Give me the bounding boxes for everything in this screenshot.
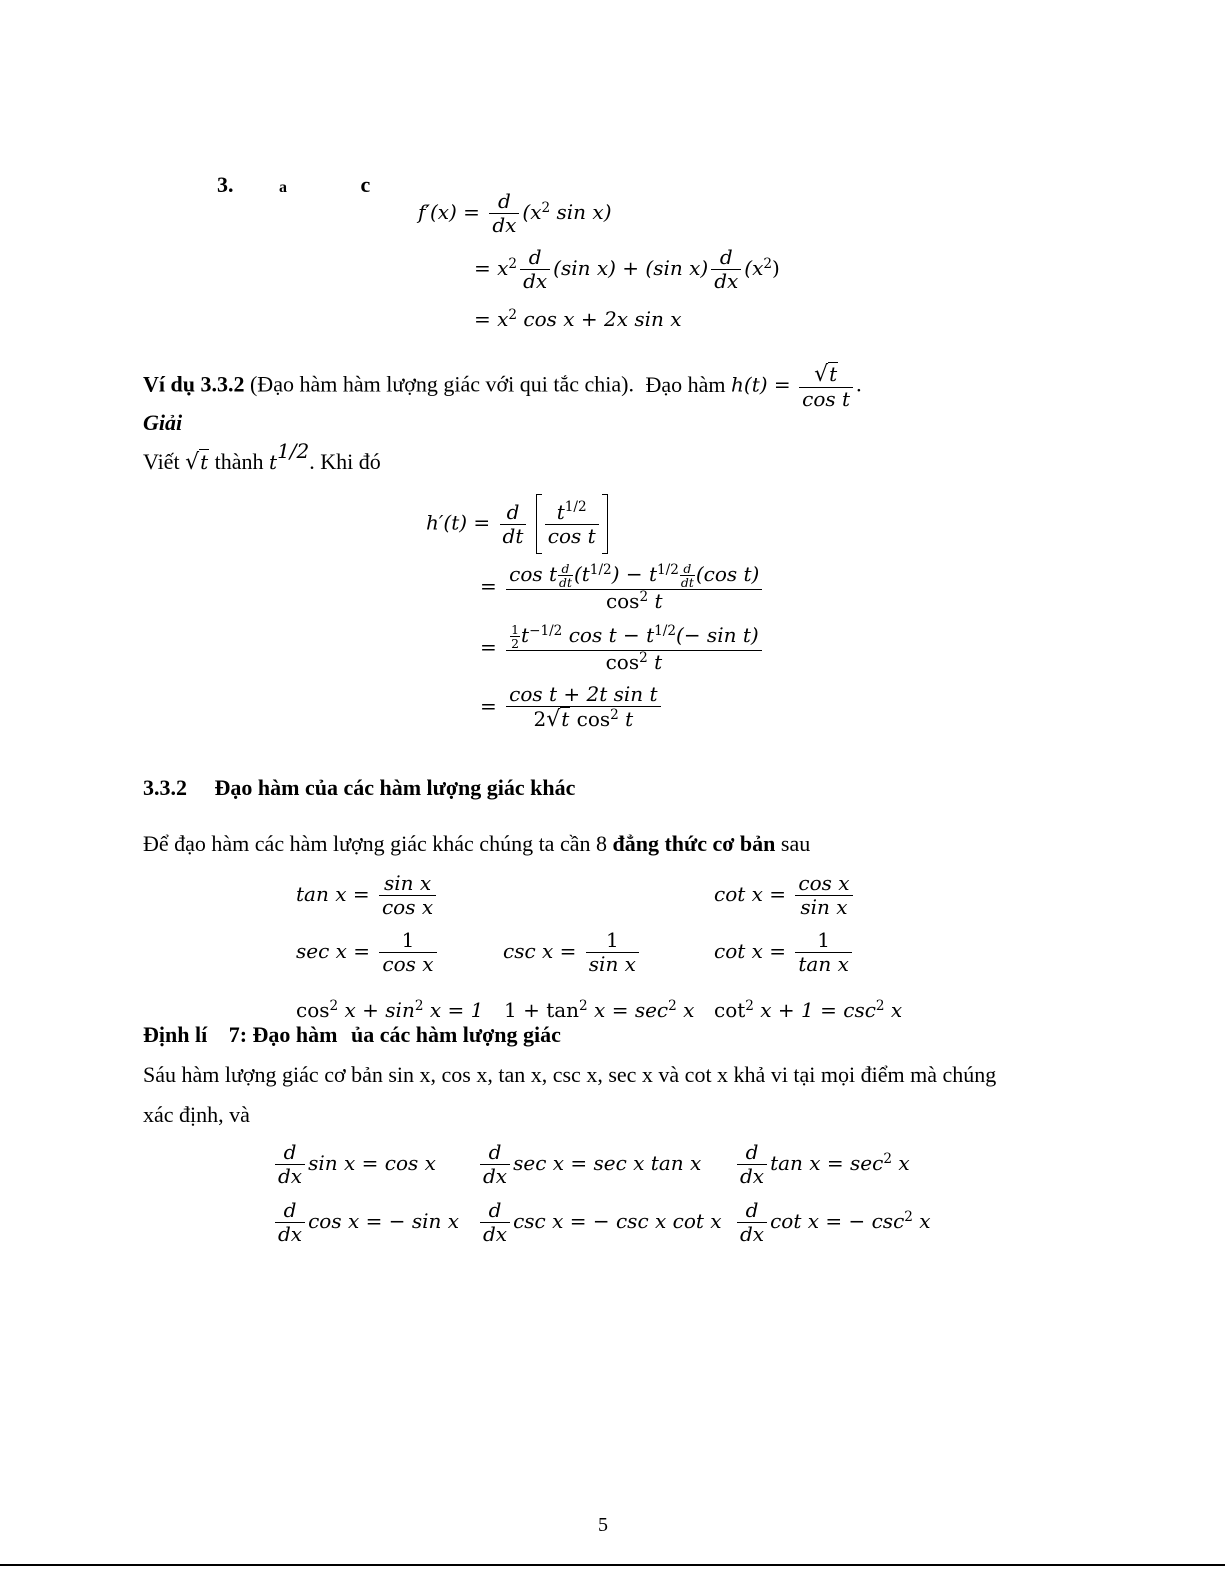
eq2-lhs: h′(t) = bbox=[426, 510, 491, 535]
bottom-border-line bbox=[0, 1564, 1225, 1566]
eq1-r2-mid: (sin x) + (sin x) bbox=[553, 256, 709, 280]
section-title: Đạo hàm của các hàm lượng giác khác bbox=[214, 775, 576, 800]
eq1-r2-sup2: 2 bbox=[763, 255, 773, 272]
eq1-sup: 2 bbox=[541, 199, 551, 216]
identity-sec: sec x = $\frac{1}{\text{cos x}}$ bbox=[296, 929, 440, 976]
left-bracket bbox=[536, 494, 542, 554]
eq2-row4-fraction: $\frac{\text{cos t + 2t sin t}}{2√t \cos^2 t}$ bbox=[506, 683, 660, 732]
theorem-text-line1: Sáu hàm lượng giác cơ bản sin x, cos x, tan x, csc x, sec x và cot x khả vi tại mọi điểm mà chúng bbox=[143, 1062, 997, 1087]
section-heading bbox=[143, 775, 575, 801]
identity-cot-tan: cot x = $\frac{1}{\text{tan x}}$ bbox=[714, 929, 855, 976]
intro-b: sau bbox=[775, 831, 811, 856]
eq1-r3-tail: cos x + 2x sin x bbox=[517, 307, 682, 331]
eq1-r3-sup: 2 bbox=[508, 306, 518, 323]
deriv-tan: $\frac{d}{dx}$ $\tan x = \sec^2 x$ bbox=[734, 1141, 910, 1188]
sqrt-t: √t bbox=[185, 450, 209, 475]
theorem-num: 7: Đạo hàm bbox=[228, 1022, 338, 1047]
theorem-text-line2: xác định, và bbox=[143, 1102, 250, 1127]
solution-c: . Khi đó bbox=[309, 449, 381, 474]
fragment-letter-c: c bbox=[360, 172, 371, 197]
deriv-cot: $\frac{d}{dx}$ cot x = − $\csc^2 x$ bbox=[734, 1199, 931, 1246]
example-desc: (Đạo hàm hàm lượng giác với qui tắc chia). bbox=[244, 371, 634, 397]
fragment-number: 3. bbox=[217, 172, 234, 197]
eq1-lhs: f′(x) = bbox=[418, 200, 480, 224]
example-h: h(t) = bbox=[731, 372, 791, 397]
theorem-heading bbox=[143, 1022, 561, 1048]
solution-label: Giải bbox=[143, 410, 183, 435]
eq1-row3 bbox=[474, 307, 682, 331]
eq2-bracket-fraction: $\frac{t^{1/2}}{\text{cos t}}$ bbox=[545, 501, 599, 548]
eq1-r2-close: ) bbox=[772, 256, 780, 280]
eq2-row2-fraction: cos t $\frac{d}{dt}$ $(t^{1/2}) - t^{1/2}$ $\frac{d}{dt}$ (cos t) $\cos^2 t$ bbox=[506, 562, 762, 613]
eq1-tail: sin x) bbox=[550, 200, 612, 224]
equals-sign: = bbox=[480, 574, 497, 599]
section-number: 3.3.2 bbox=[143, 775, 187, 800]
intro-bold: đẳng thức cơ bản bbox=[612, 831, 776, 856]
eq2-row3-fraction: $\frac{1}{2}$ $t^{-1/2}$ $\cos t - t^{1/2}(- \sin t)$ $\cos^2 t$ bbox=[506, 623, 762, 674]
derivative-operator: $\frac{d}{dx}$ bbox=[520, 246, 550, 293]
deriv-sin: $\frac{d}{dx}$ sin x = cos x bbox=[272, 1141, 436, 1188]
identity-cot-cos-sin: cot x = $\frac{\text{cos x}}{\text{sin x}}$ bbox=[714, 872, 856, 919]
solution-b: thành bbox=[214, 449, 264, 474]
eq1-arg: (x bbox=[522, 200, 542, 224]
solution-a: Viết bbox=[143, 449, 180, 474]
solution-line bbox=[143, 439, 381, 475]
deriv-sec: $\frac{d}{dx}$ sec x = sec x tan x bbox=[477, 1141, 701, 1188]
solution-pow-sup: 1/2 bbox=[277, 439, 310, 463]
intro-paragraph bbox=[143, 831, 810, 857]
example-dot: . bbox=[856, 371, 862, 397]
example-line bbox=[143, 362, 862, 411]
eq2-row3 bbox=[480, 623, 765, 674]
eq2-row2 bbox=[480, 562, 765, 613]
theorem-label: Định lí bbox=[143, 1022, 208, 1047]
eq1-r2-sup: 2 bbox=[508, 255, 518, 272]
eq1-r2-eq: = x bbox=[474, 256, 509, 280]
identity-pythagorean-2: $1 + \tan^2 x = \sec^2 x$ bbox=[504, 997, 695, 1022]
theorem-rest: ủa các hàm lượng giác bbox=[350, 1022, 561, 1047]
eq1-row1 bbox=[418, 190, 612, 237]
top-fragment bbox=[217, 172, 370, 198]
eq1-row2 bbox=[474, 246, 780, 293]
identity-csc: csc x = $\frac{1}{\text{sin x}}$ bbox=[503, 929, 642, 976]
eq2-row1 bbox=[426, 494, 608, 554]
example-task: Đạo hàm bbox=[645, 371, 726, 397]
example-fraction: $\frac{√t}{\text{cos t}}$ bbox=[799, 362, 853, 411]
eq2-row4 bbox=[480, 683, 664, 732]
solution-pow: t bbox=[269, 450, 278, 474]
example-label: Ví dụ 3.3.2 bbox=[143, 371, 245, 397]
identity-pythagorean-3: $\cot^2 x + 1 = \csc^2 x$ bbox=[714, 997, 903, 1022]
page-number: 5 bbox=[598, 1514, 608, 1536]
right-bracket bbox=[602, 494, 608, 554]
eq1-r2-tail: (x bbox=[744, 256, 764, 280]
derivative-operator: $\frac{d}{dx}$ bbox=[711, 246, 741, 293]
equals-sign: = bbox=[480, 635, 497, 660]
equals-sign: = bbox=[480, 694, 497, 719]
identity-tan: tan x = $\frac{\text{sin x}}{\text{cos x}}$ bbox=[296, 872, 439, 919]
derivative-operator: $\frac{d}{dt}$ bbox=[500, 501, 527, 548]
derivative-operator: $\frac{d}{dx}$ bbox=[489, 190, 519, 237]
fragment-letter-a: a bbox=[279, 179, 287, 196]
eq1-r3: = x bbox=[474, 307, 509, 331]
deriv-csc: $\frac{d}{dx}$ csc x = − csc x cot x bbox=[477, 1199, 722, 1246]
deriv-cos: $\frac{d}{dx}$ cos x = − sin x bbox=[272, 1199, 459, 1246]
identity-pythagorean-1: $\cos^2 x + \sin^2 x = 1$ bbox=[296, 997, 484, 1022]
intro-a: Để đạo hàm các hàm lượng giác khác chúng ta cần 8 bbox=[143, 831, 613, 856]
